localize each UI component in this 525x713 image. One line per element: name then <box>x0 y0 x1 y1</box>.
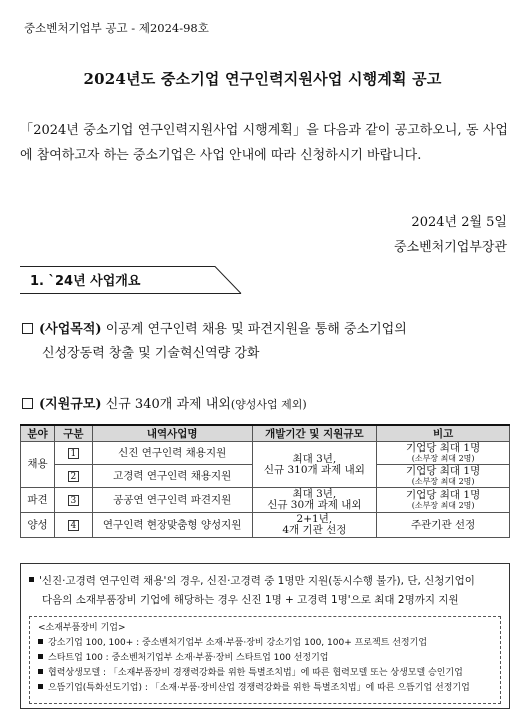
period-line2: 4개 기관 선정 <box>282 524 347 536</box>
square-bullet-icon <box>38 669 43 674</box>
list-item <box>38 666 492 681</box>
list-item <box>38 681 492 696</box>
note-main: 기업당 최대 1명 <box>406 442 481 454</box>
purpose-heading: (사업목적) <box>39 322 102 337</box>
program-name-cell: 신진 연구인력 채용지원 <box>92 442 252 465</box>
period-line1: 최대 3년, <box>292 488 337 500</box>
note-main: 기업당 최대 1명 <box>406 489 481 501</box>
period-line2: 신규 30개 과제 내외 <box>267 499 362 511</box>
table-row <box>21 513 510 538</box>
note-sub: (소부장 최대 2명) <box>411 501 475 510</box>
notice-number: 중소벤처기업부 공고 - 제2024-98호 <box>24 21 209 35</box>
note-line-1: '신진·고경력 연구인력 채용'의 경우, 신진·고경력 중 1명만 지원(동시수행 불가), 단, 신청기업이 <box>39 575 475 587</box>
notice-date: 2024년 2월 5일 <box>411 215 507 230</box>
table-header-row <box>21 425 510 442</box>
note-cell: 주관기관 선정 <box>377 513 510 538</box>
bullet-purpose <box>22 318 512 366</box>
bullet-scale <box>22 393 307 417</box>
number-badge: 1 <box>68 448 79 459</box>
subbox-title: <소재부품장비 기업> <box>38 623 126 633</box>
period-cell <box>252 513 377 538</box>
no-cell <box>54 488 92 513</box>
section-title: 1. `24년 사업개요 <box>30 274 141 289</box>
program-table <box>20 424 510 538</box>
intro-paragraph: 「2024년 중소기업 연구인력지원사업 시행계획」을 다음과 같이 공고하오니, 동 사업에 참여하고자 하는 중소기업은 사업 안내에 따라 신청하시기 바랍니다. <box>20 123 508 163</box>
square-bullet-icon <box>29 577 34 582</box>
square-bullet-icon <box>38 639 43 644</box>
square-bullet-icon <box>38 654 43 659</box>
list-item-text: 강소기업 100, 100+ : 중소벤처기업부 소재·부품·장비 강소기업 100, 100+ 프로젝트 선정기업 <box>48 638 428 648</box>
table-header: 비고 <box>377 425 510 442</box>
period-line1: 최대 3년, <box>292 452 337 465</box>
checkbox-square-icon <box>22 323 33 334</box>
period-line2: 신규 310개 과제 내외 <box>263 463 365 476</box>
field-cell: 파견 <box>21 488 55 513</box>
note-text <box>29 572 503 610</box>
program-name-cell: 연구인력 현장맞춤형 양성지원 <box>92 513 252 538</box>
note-cell <box>377 442 510 465</box>
component-company-box <box>29 616 501 704</box>
note-sub: (소부장 최대 2명) <box>411 454 475 463</box>
purpose-text: 이공계 연구인력 채용 및 파견지원을 통해 중소기업의 <box>105 322 407 337</box>
scale-text: 신규 340개 과제 내외 <box>105 397 231 412</box>
note-cell <box>377 465 510 488</box>
note-sub: (소부장 최대 2명) <box>411 477 475 486</box>
list-item <box>38 636 492 651</box>
square-bullet-icon <box>38 684 43 689</box>
scale-heading: (지원규모) <box>39 397 102 412</box>
field-cell: 양성 <box>21 513 55 538</box>
note-line <box>29 572 503 591</box>
number-badge: 4 <box>68 520 79 531</box>
no-cell <box>54 442 92 465</box>
period-line1: 2+1년, <box>296 513 333 525</box>
purpose-text-cont: 신성장동력 창출 및 기술혁신역량 강화 <box>42 346 260 361</box>
checkbox-square-icon <box>22 398 33 409</box>
field-cell: 채용 <box>21 442 55 488</box>
scale-note: (양성사업 제외) <box>230 398 307 411</box>
period-cell <box>252 442 377 488</box>
table-header: 구분 <box>54 425 92 442</box>
note-line-2: 다음의 소재부품장비 기업에 해당하는 경우 신진 1명 + 고경력 1명'으로 최대 2명까지 지원 <box>42 594 459 606</box>
program-name-cell: 공공연 연구인력 파견지원 <box>92 488 252 513</box>
table-header: 개발기간 및 지원규모 <box>252 425 377 442</box>
list-item-text: 으뜸기업(특화선도기업) : 「소재·부품·장비산업 경쟁력강화를 위한 특별조치법」에 따른 으뜸기업 선정기업 <box>48 683 470 693</box>
list-item <box>38 651 492 666</box>
no-cell <box>54 465 92 488</box>
number-badge: 2 <box>68 471 79 482</box>
note-cell <box>377 488 510 513</box>
issuing-organization: 중소벤처기업부장관 <box>393 240 507 255</box>
no-cell <box>54 513 92 538</box>
note-main: 기업당 최대 1명 <box>406 465 481 477</box>
period-cell <box>252 488 377 513</box>
program-name-cell: 고경력 연구인력 채용지원 <box>92 465 252 488</box>
list-item-text: 협력상생모델 : 「소재부품장비 경쟁력강화를 위한 특별조치법」에 따른 협력모델 또는 상생모델 승인기업 <box>48 668 463 678</box>
table-header: 분야 <box>21 425 55 442</box>
list-item-text: 스타트업 100 : 중소벤처기업부 소재·부품·장비 스타트업 100 선정기업 <box>48 653 329 663</box>
table-row <box>21 442 510 465</box>
table-header: 내역사업명 <box>92 425 252 442</box>
note-box <box>20 563 510 709</box>
table-row <box>21 488 510 513</box>
number-badge: 3 <box>68 495 79 506</box>
page-title: 2024년도 중소기업 연구인력지원사업 시행계획 공고 <box>83 70 442 88</box>
section-heading-1 <box>20 266 242 294</box>
